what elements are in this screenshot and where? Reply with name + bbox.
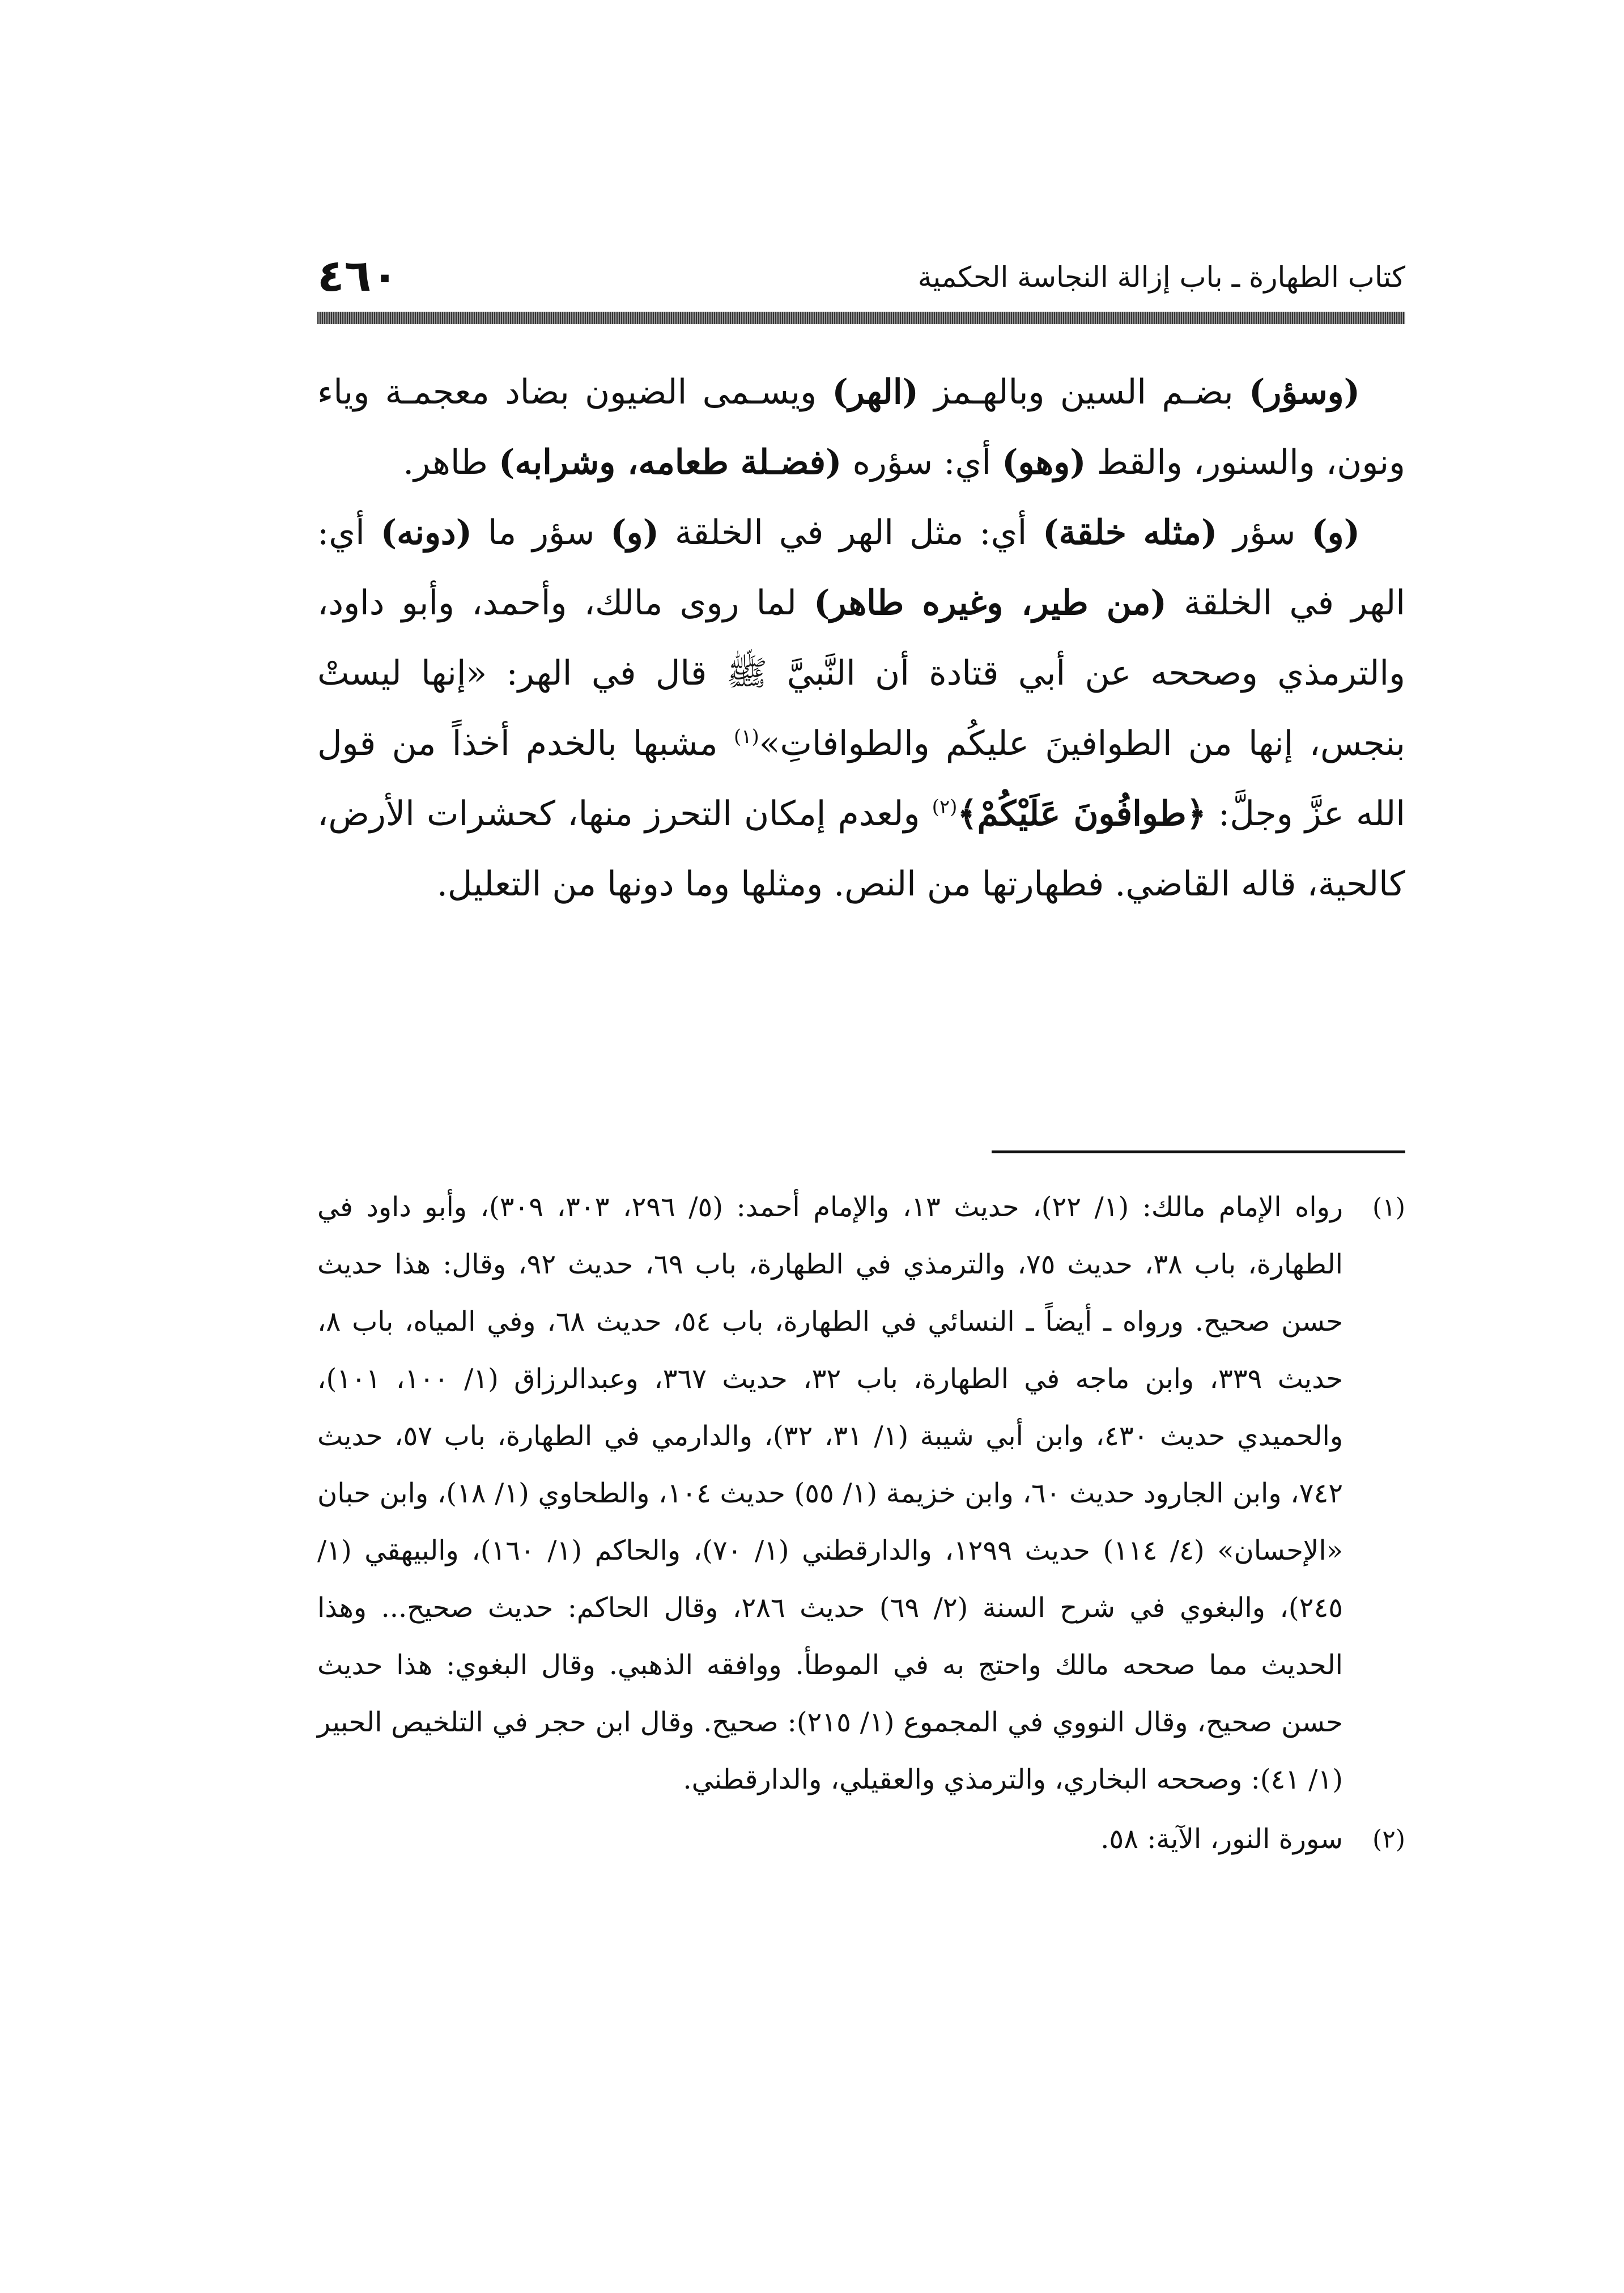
footnote-2 — [317, 1811, 1405, 1868]
term: (من طير، وغيره طاهر) — [814, 583, 1167, 623]
text-run: بضـم السين وبالهـمز — [918, 372, 1249, 412]
quran-quote: ﴿طوافُونَ عَلَيْكُمْ﴾ — [957, 794, 1206, 834]
term: (و) — [1311, 513, 1360, 553]
footnote-separator — [992, 1150, 1405, 1153]
page-number: ٤٦٠ — [317, 250, 398, 302]
footnote-text: رواه الإمام مالك: (١/ ٢٢)، حديث ١٣، والإمام أحمد: (٥/ ٢٩٦، ٣٠٣، ٣٠٩)، وأبو داود في الطهارة، باب ٣٨، حديث ٧٥، والترمذي في الطهارة، باب ٦٩، حديث ٩٢، وقال: هذا حديث حسن صحيح. ورواه ـ أيضاً ـ النسائي في الطهارة، باب ٥٤، حديث ٦٨، وفي المياه، باب ٨، حديث ٣٣٩، وابن ماجه في الطهارة، باب ٣٢، حديث ٣٦٧، وعبدالرزاق (١/ ١٠٠، ١٠١)، والحميدي حديث ٤٣٠، وابن أبي شيبة (١/ ٣١، ٣٢)، والدارمي في الطهارة، باب ٥٧، حديث ٧٤٢، وابن الجارود حديث ٦٠، وابن خزيمة (١/ ٥٥) حديث ١٠٤، والطحاوي (١/ ١٨)، وابن حبان «الإحسان» (٤/ ١١٤) حديث ١٢٩٩، والدارقطني (١/ ٧٠)، والحاكم (١/ ١٦٠)، والبيهقي (١/ ٢٤٥)، والبغوي في شرح السنة (٢/ ٦٩) حديث ٢٨٦، وقال الحاكم: حديث صحيح... وهذا الحديث مما صححه مالك واحتج به في الموطأ. ووافقه الذهبي. وقال البغوي: هذا حديث حسن صحيح، وقال النووي في المجموع (١/ ٢١٥): صحيح. وقال ابن حجر في التلخيص الحبير (١/ ٤١): وصححه البخاري، والترمذي والعقيلي، والدارقطني. — [317, 1191, 1344, 1795]
paragraph-1 — [317, 357, 1405, 498]
term: (وسؤر) — [1248, 372, 1360, 412]
footnote-number: (٢) — [1372, 1825, 1405, 1854]
footnotes — [317, 1179, 1405, 1868]
text-run: أي: مثل الهر في الخلقة — [659, 513, 1043, 553]
paragraph-2 — [317, 498, 1405, 919]
text-run: سؤر — [1217, 513, 1312, 553]
book-page — [317, 215, 1405, 2171]
chapter-title: كتاب الطهارة ـ باب إزالة النجاسة الحكمية — [917, 261, 1405, 294]
running-header — [317, 249, 1405, 317]
text-run: لما روى مالك، وأحمد، وأبو داود، والترمذي وصححه عن أبي قتادة أن النَّبيَّ ﷺ قال في الهر: «إنها ليستْ بنجس، إنها من الطوافينَ عليكُم والطوافاتِ» — [317, 583, 1405, 763]
text-run: ويسـمى الضيون بضاد معجمـة وياء ونون، والسنور، والقط — [317, 372, 1405, 482]
text-run: ولعدم إمكان التحرز منها، كحشرات الأرض، كالحية، قاله القاضي. فطهارتها من النص. ومثلها وما دونها من التعليل. — [317, 794, 1405, 904]
main-text — [317, 357, 1405, 919]
text-run: طاهر. — [403, 443, 499, 482]
footnote-ref-2[interactable]: (٢) — [932, 796, 958, 818]
footnote-text: سورة النور، الآية: ٥٨. — [1100, 1823, 1343, 1855]
term: (وهو) — [1002, 443, 1086, 482]
term: (فضـلة طعامه، وشرابه) — [499, 443, 842, 482]
term: (مثله خلقة) — [1043, 513, 1218, 553]
term: (الهر) — [832, 372, 919, 412]
text-run: أي: سؤره — [841, 443, 1002, 482]
text-run: سؤر ما — [472, 513, 611, 553]
footnote-ref-1[interactable]: (١) — [733, 725, 759, 748]
header-divider — [317, 312, 1405, 324]
term: (و) — [610, 513, 660, 553]
footnote-number: (١) — [1372, 1193, 1405, 1222]
text-run: أي: الهر في الخلقة — [317, 513, 1406, 623]
term: (دونه) — [380, 513, 473, 553]
footnote-1 — [317, 1179, 1405, 1808]
text-run: مشبها بالخدم أخذاً من قول الله عزَّ وجلَّ: — [317, 724, 1406, 834]
